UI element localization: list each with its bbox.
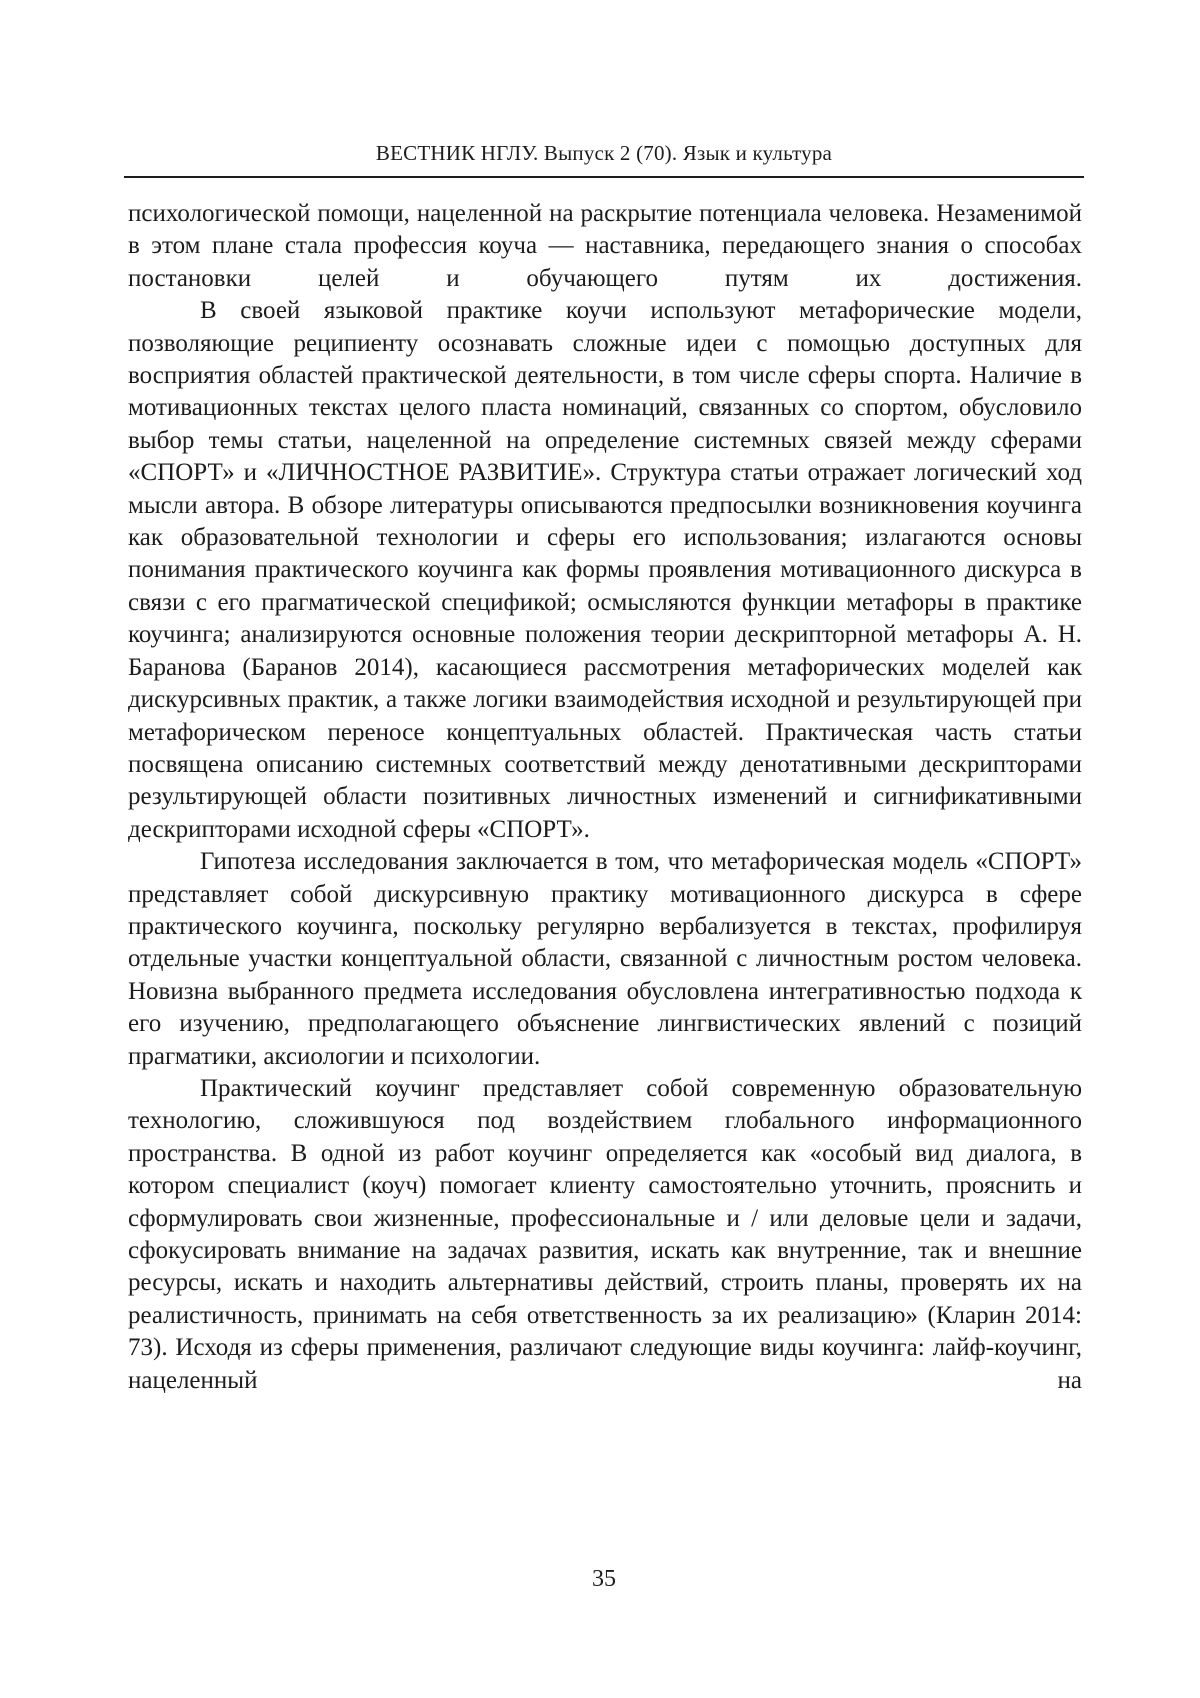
page-number: 35	[592, 1566, 616, 1592]
paragraph-1: психологической помощи, нацеленной на раскрытие потенциала человека. Незаменимой в этом плане стала профессия коуча — наставника, передающего знания о способах постановки целей и обучающего путям их достижения.	[128, 200, 1082, 292]
article-body	[128, 198, 1082, 1397]
paragraph-4: Практический коучинг представляет собой современную образовательную технологию, сложившуюся под воздействием глобального информационного пространства. В одной из работ коучинг определяется как «особый вид диалога, в котором специалист (коуч) помогает клиенту самостоятельно уточнить, прояснить и сформулировать свои жизненные, профессиональные и / или деловые цели и задачи, сфокусировать внимание на задачах развития, искать как внутренние, так и внешние ресурсы, искать и находить альтернативы действий, строить планы, проверять их на реалистичность, принимать на себя ответственность за их реализацию» (Кларин 2014: 73). Исходя из сферы применения, различают следующие виды коучинга: лайф-коучинг, нацеленный на	[128, 1074, 1082, 1394]
paragraph-2: В своей языковой практике коучи используют метафорические модели, позволяющие реципиенту осознавать сложные идеи с помощью доступных для восприятия областей практической деятельности, в том числе сферы спорта. Наличие в мотивационных текстах целого пласта номинаций, связанных со спортом, обусловило выбор темы статьи, нацеленной на определение системных связей между сферами «СПОРТ» и «ЛИЧНОСТНОЕ РАЗВИТИЕ». Структура статьи отражает логический ход мысли автора. В обзоре литературы описываются предпосылки возникновения коучинга как образовательной технологии и сферы его использования; излагаются основы понимания практического коучинга как формы проявления мотивационного дискурса в связи с его прагматической спецификой; осмысляются функции метафоры в практике коучинга; анализируются основные положения теории дескрипторной метафоры А. Н. Баранова (Баранов 2014), касающиеся рассмотрения метафорических моделей как дискурсивных практик, а также логики взаимодействия исходной и результирующей при метафорическом переносе концептуальных областей. Практическая часть статьи посвящена описанию системных соответствий между денотативными дескрипторами результирующей области позитивных личностных изменений и сигнификативными дескрипторами исходной сферы «СПОРТ».	[128, 297, 1082, 843]
running-header: ВЕСТНИК НГЛУ. Выпуск 2 (70). Язык и культура	[375, 141, 833, 165]
header-rule	[124, 176, 1084, 178]
paragraph-3: Гипотеза исследования заключается в том, что метафорическая модель «СПОРТ» представляет собой дискурсивную практику мотивационного дискурса в сфере практического коучинга, поскольку регулярно вербализуется в текстах, профилируя отдельные участки концептуальной области, связанной с личностным ростом человека. Новизна выбранного предмета исследования обусловлена интегративностью подхода к его изучению, предполагающего объяснение лингвистических явлений с позиций прагматики, аксиологии и психологии.	[128, 848, 1082, 1070]
